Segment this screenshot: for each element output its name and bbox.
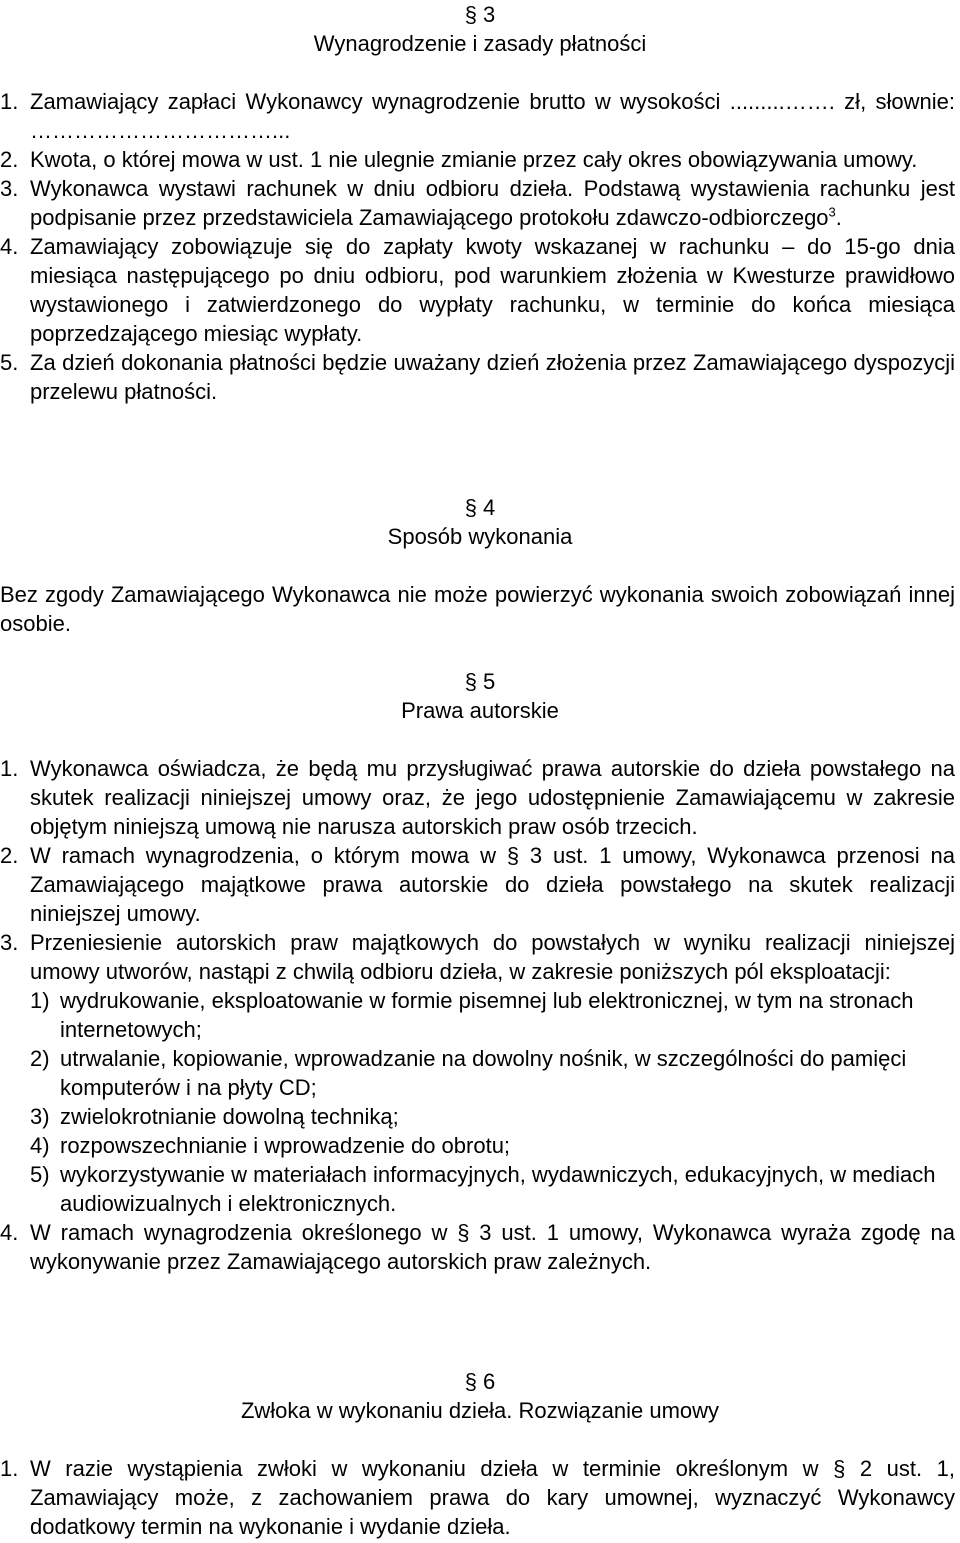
section-3-number: § 3 bbox=[464, 2, 496, 27]
s5-field-2 bbox=[0, 1044, 955, 1102]
s6-item-1-text: W razie wystąpienia zwłoki w wykonaniu dzieła w terminie określonym w § 2 ust. 1, Zamawiający może, z zachowaniem prawa do kary umownej, wyznaczyć Wykonawcy dodatkowy termin na wykonanie i wydanie dzieła. bbox=[30, 1456, 955, 1539]
s5-field-3-number: 3) bbox=[30, 1104, 50, 1129]
s6-item-1 bbox=[0, 1454, 955, 1541]
s5-item-3-text: Przeniesienie autorskich praw majątkowych do powstałych w wyniku realizacji niniejszej umowy utworów, nastąpi z chwilą odbioru dzieła, w zakresie poniższych pól eksploatacji: bbox=[30, 930, 955, 984]
s5-field-4-text: rozpowszechnianie i wprowadzenie do obrotu; bbox=[60, 1133, 511, 1158]
s5-field-4-number: 4) bbox=[30, 1133, 50, 1158]
s5-field-5 bbox=[0, 1160, 955, 1218]
section-3-heading bbox=[0, 0, 960, 58]
s3-item-2-number: 2. bbox=[0, 147, 19, 172]
s5-item-2-text: W ramach wynagrodzenia, o którym mowa w § 3 ust. 1 umowy, Wykonawca przenosi na Zamawiającego majątkowe prawa autorskie do dzieła powstałego na skutek realizacji niniejszej umowy. bbox=[30, 843, 955, 926]
section-5 bbox=[0, 667, 960, 1274]
s3-item-1-text: Zamawiający zapłaci Wykonawcy wynagrodzenie brutto w wysokości .........……. zł, słownie: ……………………………... bbox=[30, 89, 955, 143]
s5-item-2 bbox=[0, 841, 955, 928]
s3-item-2-text: Kwota, o której mowa w ust. 1 nie ulegnie zmianie przez cały okres obowiązywania umowy. bbox=[30, 147, 918, 172]
s5-item-1 bbox=[0, 754, 955, 841]
s4-text: Bez zgody Zamawiającego Wykonawca nie może powierzyć wykonania swoich zobowiązań innej osobie. bbox=[0, 582, 955, 636]
s3-item-3 bbox=[0, 174, 955, 232]
s3-item-3-after: . bbox=[835, 205, 842, 230]
s5-item-3 bbox=[0, 928, 955, 986]
s3-item-5 bbox=[0, 348, 955, 406]
s3-item-1 bbox=[0, 87, 955, 145]
s3-item-3-number: 3. bbox=[0, 176, 19, 201]
s3-item-5-number: 5. bbox=[0, 350, 19, 375]
s5-field-5-number: 5) bbox=[30, 1162, 50, 1187]
footnote-ref: 3 bbox=[828, 204, 836, 220]
section-6-number: § 6 bbox=[464, 1369, 496, 1394]
s5-item-1-number: 1. bbox=[0, 756, 19, 781]
section-5-heading bbox=[0, 667, 960, 725]
s3-item-1-number: 1. bbox=[0, 89, 19, 114]
section-3-title: Wynagrodzenie i zasady płatności bbox=[313, 31, 647, 56]
s5-item-4-number: 4. bbox=[0, 1220, 19, 1245]
s3-item-4 bbox=[0, 232, 955, 348]
s5-field-1-number: 1) bbox=[30, 988, 50, 1013]
s5-field-2-number: 2) bbox=[30, 1046, 50, 1071]
section-4-heading bbox=[0, 493, 960, 551]
s5-item-3-number: 3. bbox=[0, 930, 19, 955]
s5-field-4 bbox=[0, 1131, 955, 1160]
s6-item-1-number: 1. bbox=[0, 1456, 19, 1481]
s3-item-4-number: 4. bbox=[0, 234, 19, 259]
s5-field-1-text: wydrukowanie, eksploatowanie w formie pisemnej lub elektronicznej, w tym na stronach internetowych; bbox=[60, 988, 914, 1042]
section-6 bbox=[0, 1367, 960, 1539]
s5-field-3 bbox=[0, 1102, 955, 1131]
s5-item-1-text: Wykonawca oświadcza, że będą mu przysługiwać prawa autorskie do dzieła powstałego na skutek realizacji niniejszej umowy oraz, że jego udostępnienie Zamawiającemu w zakresie objętym niniejszą umową nie narusza autorskich praw osób trzecich. bbox=[30, 756, 955, 839]
s5-item-4 bbox=[0, 1218, 955, 1276]
s5-field-3-text: zwielokrotnianie dowolną techniką; bbox=[60, 1104, 399, 1129]
s5-field-2-text: utrwalanie, kopiowanie, wprowadzanie na dowolny nośnik, w szczególności do pamięci komputerów i na płyty CD; bbox=[60, 1046, 907, 1100]
section-5-number: § 5 bbox=[464, 669, 496, 694]
section-5-title: Prawa autorskie bbox=[401, 698, 559, 723]
section-6-heading bbox=[0, 1367, 960, 1425]
section-6-title: Zwłoka w wykonaniu dzieła. Rozwiązanie umowy bbox=[240, 1398, 720, 1423]
s3-item-3-text: Wykonawca wystawi rachunek w dniu odbioru dzieła. Podstawą wystawienia rachunku jest podpisanie przez przedstawiciela Zamawiającego protokołu zdawczo-odbiorczego bbox=[30, 176, 955, 230]
s5-item-2-number: 2. bbox=[0, 843, 19, 868]
s3-item-2 bbox=[0, 145, 955, 174]
s5-field-5-text: wykorzystywanie w materiałach informacyjnych, wydawniczych, edukacyjnych, w mediach audiowizualnych i elektronicznych. bbox=[60, 1162, 936, 1216]
section-4-title: Sposób wykonania bbox=[387, 524, 573, 549]
section-3 bbox=[0, 0, 960, 404]
s5-item-4-text: W ramach wynagrodzenia określonego w § 3 ust. 1 umowy, Wykonawca wyraża zgodę na wykonywanie przez Zamawiającego autorskich praw zależnych. bbox=[30, 1220, 955, 1274]
section-4-number: § 4 bbox=[464, 495, 496, 520]
s5-field-1 bbox=[0, 986, 955, 1044]
s3-item-4-text: Zamawiający zobowiązuje się do zapłaty kwoty wskazanej w rachunku – do 15-go dnia miesiąca następującego po dniu odbioru, pod warunkiem złożenia w Kwesturze prawidłowo wystawionego i zatwierdzonego do wypłaty rachunku, w terminie do końca miesiąca poprzedzającego miesiąc wypłaty. bbox=[30, 234, 955, 346]
section-4 bbox=[0, 493, 960, 636]
s3-item-5-text: Za dzień dokonania płatności będzie uważany dzień złożenia przez Zamawiającego dyspozycji przelewu płatności. bbox=[30, 350, 955, 404]
